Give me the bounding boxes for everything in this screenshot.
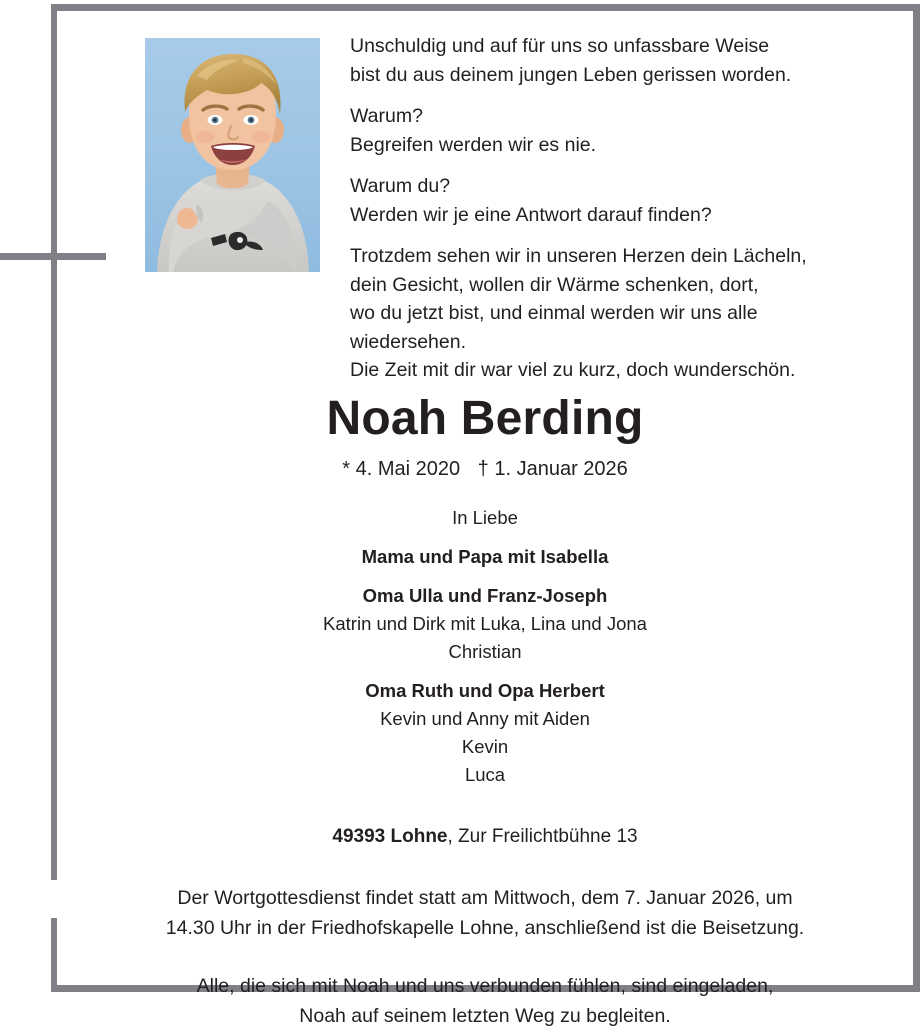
mourner-line: Oma Ruth und Opa Herbert — [365, 680, 605, 701]
verse-stanza — [350, 32, 895, 89]
mourner-line: Luca — [464, 764, 506, 785]
center-content-column — [57, 390, 913, 1031]
verse-stanza — [350, 102, 895, 159]
verse-line: Warum? — [350, 105, 423, 127]
death-symbol: † — [477, 458, 489, 480]
verse-line: bist du aus deinem jungen Leben gerissen worden. — [350, 63, 792, 86]
cross-horizontal-bar — [0, 253, 106, 260]
birth-date: 4. Mai 2020 — [355, 458, 461, 480]
mourner-line: Christian — [448, 641, 522, 662]
verse-line: Begreifen werden wir es nie. — [350, 133, 597, 156]
frame-left-upper-rule — [51, 4, 57, 236]
birth-symbol: * — [342, 458, 351, 480]
mourner-line: Oma Ulla und Franz-Joseph — [362, 585, 608, 606]
mourner-line: Mama und Papa mit Isabella — [361, 546, 609, 567]
mourner-line: Katrin und Dirk mit Luka, Lina und Jona — [323, 613, 647, 634]
frame-top-rule — [51, 4, 920, 11]
portrait-illustration — [145, 38, 320, 272]
service-line: 14.30 Uhr in der Friedhofskapelle Lohne, anschließend ist die Beisetzung. — [165, 917, 805, 939]
portrait-photo — [145, 38, 320, 272]
service-details — [57, 883, 913, 943]
service-line: Der Wortgottesdienst findet statt am Mittwoch, dem 7. Januar 2026, um — [177, 887, 793, 909]
invitation-line: Alle, die sich mit Noah und uns verbunden fühlen, sind eingeladen, — [196, 975, 774, 997]
verse-line: dein Gesicht, wollen dir Wärme schenken, dort, — [350, 273, 759, 296]
invitation-line: Noah auf seinem letzten Weg zu begleiten. — [299, 1005, 671, 1027]
life-dates — [57, 454, 913, 484]
verse-stanza — [350, 242, 895, 385]
verse-line: wiedersehen. — [350, 330, 466, 353]
mourner-line: Kevin und Anny mit Aiden — [380, 708, 590, 729]
cross-upper-stem — [51, 236, 57, 268]
verse-stanza — [350, 172, 895, 229]
mourner-line: Kevin — [461, 736, 509, 757]
verse-line: Die Zeit mit dir war viel zu kurz, doch wunderschön. — [350, 359, 796, 381]
deceased-name: Noah Berding — [326, 392, 644, 445]
verse-line: wo du jetzt bist, und einmal werden wir uns alle — [350, 302, 758, 324]
address-postal-city: 49393 Lohne — [332, 826, 448, 847]
invitation-text — [57, 971, 913, 1031]
mourners-list — [57, 504, 913, 789]
verse-line: Unschuldig und auf für uns so unfassbare Weise — [350, 35, 770, 57]
memorial-verse — [350, 32, 895, 385]
frame-right-rule — [913, 4, 920, 992]
verse-line: Trotzdem sehen wir in unseren Herzen dein Lächeln, — [350, 245, 807, 267]
address-line — [57, 823, 913, 851]
death-date: 1. Januar 2026 — [494, 458, 628, 480]
verse-line: Warum du? — [350, 175, 451, 197]
verse-line: Werden wir je eine Antwort darauf finden? — [350, 203, 712, 226]
address-street: , Zur Freilichtbühne 13 — [447, 826, 638, 847]
mourners-intro: In Liebe — [452, 507, 518, 528]
